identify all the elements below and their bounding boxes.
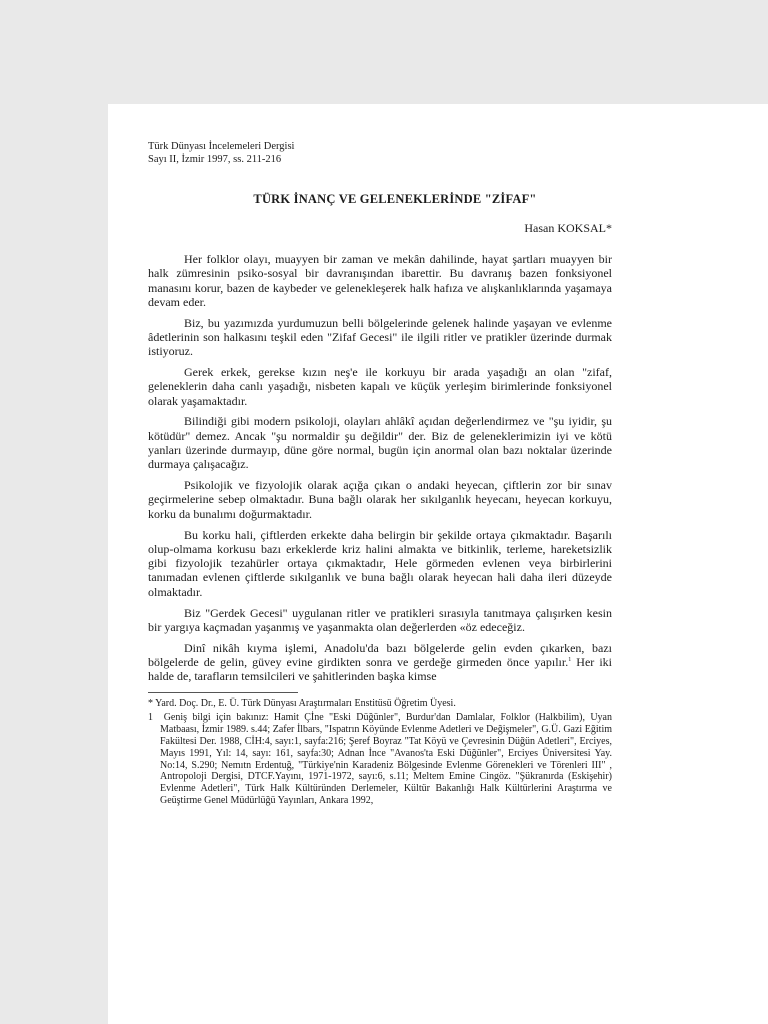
footnote-number: 1 <box>148 712 153 724</box>
footnotes <box>148 698 612 807</box>
paragraph: Bilindiği gibi modern psikoloji, olayları ahlâkî açıdan değerlendirmez ve "şu iyidir, şu kötüdür" demez. Ancak "şu normaldir şu değildir" der. Biz de geleneklerimizin iyi ve kötü yanları üzerinde durmayıp, düne göre normal, bugün için anormal olan bazı noktalar üzerinde durmaya çalışacağız. <box>148 414 612 472</box>
paragraph: Psikolojik ve fizyolojik olarak açığa çıkan o andaki heyecan, çiftlerin zor bir sınav geçirmelerine sebep olmaktadır. Buna bağlı olarak her sıkılganlık heyecanı, heyecan korkuyu, korku da bunalımı doğurmaktadır. <box>148 478 612 521</box>
article-body <box>148 252 612 684</box>
paragraph: Biz, bu yazımızda yurdumuzun belli bölgelerinde gelenek halinde yaşayan ve evlenme âdetlerinin son halkasını teşkil eden "Zifaf Gecesi" ile ilgili ritler ve pratikler üzerinde durmak istiyoruz. <box>148 315 612 359</box>
paragraph: Her folklor olayı, muayyen bir zaman ve mekân dahilinde, hayat şartları muayyen bir halk zümresinin psiko-sosyal bir davranışından ibarettir. Bu davranış bazen fonksiyonel manasını korur, bazen de kaybeder ve gelenekleşerek halk hafıza ve alışkanlıklarında yaşamaya devam eder. <box>148 252 612 309</box>
author-footnote: * Yard. Doç. Dr., E. Ü. Türk Dünyası Araştırmaları Enstitüsü Öğretim Üyesi. <box>148 697 456 709</box>
document-content <box>148 140 612 810</box>
paragraph <box>148 641 612 684</box>
paragraph: Gerek erkek, gerekse kızın neş'e ile korkuyu bir arada yaşadığı an olan "zifaf, geleneklerin daha canlı yaşadığı, nisbeten kapalı ve küçük yerleşim birimlerinde fonksiyonel olarak yaşamaktadır. <box>148 365 612 408</box>
footnote-text: Geniş bilgi için bakınız: Hamit Çİne "Eski Düğünler", Burdur'dan Damlalar, Folklor (Halkbilim), Uyan Matbaası, İzmir 1989. s.44; Zafer İlbars, "Ispatrın Köyünde Evlenme Adetleri ve Değişmeler", G.Ü. Gazi Eğitim Fakültesi Der. 1988, CİH:4, sayı:1, sayfa:216; Şeref Boyraz "Tat Köyü ve Çevresinin Düğün Adetleri", Erciyes, Mayıs 1991, Yıl: 14, sayı: 161, sayfa:30; Adnan İnce "Avanos'ta Eski Düğünler", Erciyes Üniversitesi Yay. No:14, S.290; Nemıtn Erdentuğ, "Türkiye'nin Karadeniz Bölgesinde Evlenme Görenekleri ve Törenleri III" , Antropoloji Dergisi, DTCF.Yayını, 1971-1972, sayı:6, s.11; Meltem Emine Cingöz. "Şükranırda (Eskişehir) Evlenme Adetleri", Türk Halk Kültüründen Derlemeler, Kültür Bakanlığı Halk Kültürlerini Araştırma ve Geüştirme Genel Müdürlüğü Yayınları, Ankara 1992, <box>160 712 612 806</box>
paragraph: Bu korku hali, çiftlerden erkekte daha belirgin bir şekilde ortaya çıkmaktadır. Başarılı olup-olmama korkusu bazı erkeklerde kriz halini almakta ve bitkinlik, terleme, hareketsizlik gibi fizyolojik tezahürler ortaya çıkmaktadır, Hele görmeden evlenen veya birbirlerini tanımadan evlenen çiftlerde sıkılganlık ve buna bağlı olarak heyecan hali daha ileri düzeyde olmaktadır. <box>148 527 612 599</box>
footnote-rule <box>148 692 298 693</box>
journal-header <box>148 140 612 166</box>
article-title: TÜRK İNANÇ VE GELENEKLERİNDE "ZİFAF" <box>253 192 537 206</box>
paragraph-tail: Her iki halde de, tarafların temsilcileri ve şahitlerinden başka kimse <box>148 654 612 684</box>
footnote-ref: 1 <box>568 656 572 663</box>
journal-issue: Sayı II, İzmir 1997, ss. 211-216 <box>148 154 282 165</box>
paragraph-text: Dinî nikâh kıyma işlemi, Anadolu'da bazı bölgelerde gelin evden çıkarken, bazı bölgelerde de gelin, güvey evine girdikten sonra ve gerdeğe girmeden önce yapılır. <box>148 640 612 669</box>
journal-name: Türk Dünyası İncelemeleri Dergisi <box>148 141 295 152</box>
article-author: Hasan KOKSAL* <box>524 221 612 235</box>
paragraph: Biz "Gerdek Gecesi" uygulanan ritler ve pratikleri sırasıyla tanıtmaya çalışırken kesin bir yargıya kaçmadan yaşanmış ve yaşanmakta olan değerlerden «öz edeceğiz. <box>148 605 612 634</box>
footnote-1 <box>148 712 612 806</box>
